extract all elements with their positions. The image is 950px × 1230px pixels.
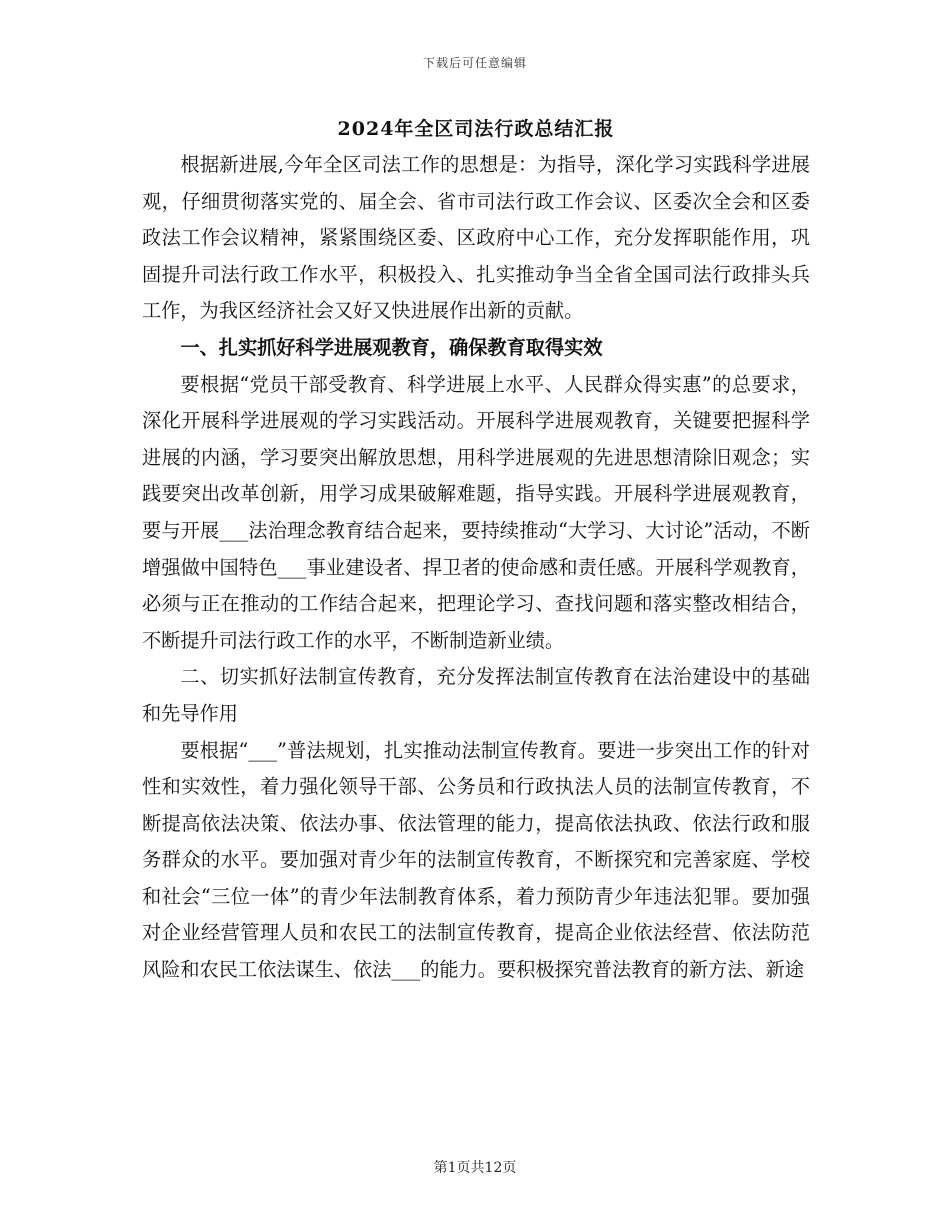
section-2-paragraph: 要根据“___”普法规划，扎实推动法制宣传教育。要进一步突出工作的针对性和实效性，着力强化领导干部、公务员和行政执法人员的法制宣传教育，不断提高依法决策、依法办事、依法管理的能力，提高依法执政、依法行政和服务群众的水平。要加强对青少年的法制宣传教育，不断探究和完善家庭、学校和社会“三位一体”的青少年法制教育体系，着力预防青少年违法犯罪。要加强对企业经营管理人员和农民工的法制宣传教育，提高企业依法经营、依法防范风险和农民工依法谋生、依法___的能力。要积极探究普法教育的新方法、新途 <box>142 738 810 982</box>
page-footer: 第1页共12页 <box>433 1160 517 1176</box>
section-heading-2: 二、切实抓好法制宣传教育，充分发挥法制宣传教育在法治建设中的基础和先导作用 <box>142 665 810 725</box>
section-1-paragraph: 要根据“党员干部受教育、科学进展上水平、人民群众得实惠”的总要求，深化开展科学进展观的学习实践活动。开展科学进展观教育，关键要把握科学进展的内涵，学习要突出解放思想，用科学进展观的先进思想清除旧观念；实践要突出改革创新，用学习成果破解难题，指导实践。开展科学进展观教育，要与开展___法治理念教育结合起来，要持续推动“大学习、大讨论”活动，不断增强做中国特色___事业建设者、捍卫者的使命感和责任感。开展科学观教育，必须与正在推动的工作结合起来，把理论学习、查找问题和落实整改相结合，不断提升司法行政工作的水平，不断制造新业绩。 <box>142 372 810 652</box>
header-note: 下载后可任意编辑 <box>422 56 527 70</box>
section-heading-1: 一、扎实抓好科学进展观教育，确保教育取得实效 <box>180 335 603 359</box>
intro-paragraph: 根据新进展,今年全区司法工作的思想是：为指导，深化学习实践科学进展观，仔细贯彻落实党的、届全会、省市司法行政工作会议、区委次全会和区委政法工作会议精神，紧紧围绕区委、区政府中心工作，充分发挥职能作用，巩固提升司法行政工作水平，积极投入、扎实推动争当全省全国司法行政排头兵工作，为我区经济社会又好又快进展作出新的贡献。 <box>142 153 810 323</box>
document-title: 2024年全区司法行政总结汇报 <box>337 118 615 140</box>
document-body <box>142 147 810 989</box>
